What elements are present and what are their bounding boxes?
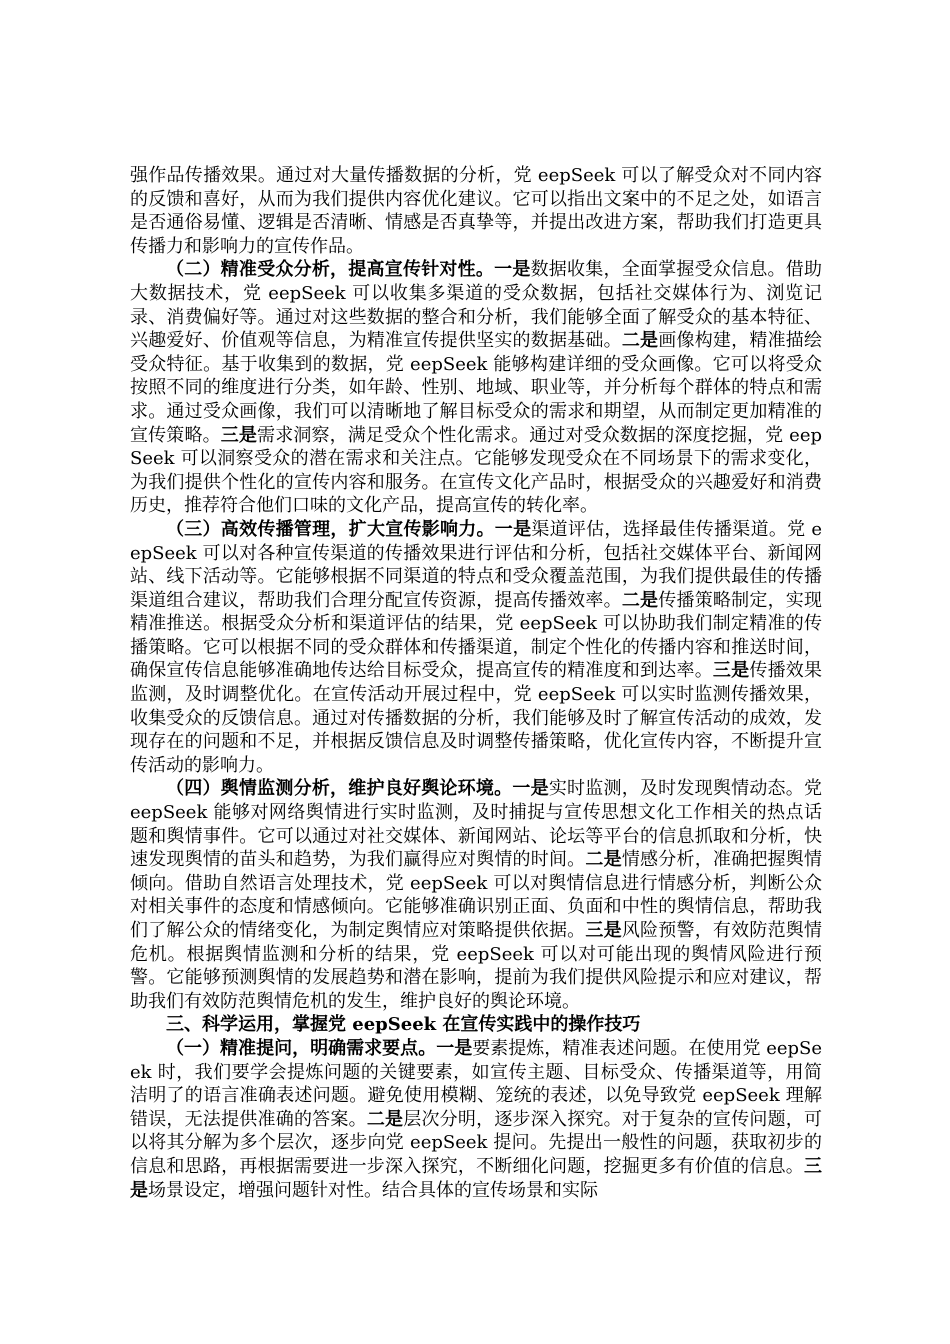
paragraph-continuation [130, 164, 822, 258]
section-heading: （四）舆情监测分析，维护良好舆论环境。一是 [166, 778, 549, 800]
run: 强作品传播效果。通过对大量传播数据的分析，党 eepSeek 可以了解受众对不同内容的反馈和喜好，从而为我们提供内容优化建议。它可以指出文案中的不足之处，如语言是否通俗易懂、逻辑是否清晰、情感是否真挚等，并提出改进方案，帮助我们打造更具传播力和影响力的宣传作品。 [130, 165, 822, 257]
run: 情感分析，准确把握舆情倾向。借助自然语言处理技术，党 eepSeek 可以对舆情信息进行情感分析，判断公众对相关事件的态度和情感倾向。它能够准确识别正面、负面和中性的舆情信息，帮助我们了解公众的情绪变化，为制定舆情应对策略提供依据。 [130, 849, 823, 941]
chapter-heading [130, 1013, 822, 1037]
run: 渠道评估，选择最佳传播渠道。党 eepSeek 可以对各种宣传渠道的传播效果进行评估和分析，包括社交媒体平台、新闻网站、线下活动等。它能够根据不同渠道的特点和受众覆盖范围，为我们提供最佳的传播渠道组合建议，帮助我们合理分配宣传资源，提高传播效率。 [130, 518, 823, 611]
run-bold: 三是 [220, 424, 258, 446]
run-bold: 三是 [712, 660, 750, 682]
run-bold: 二是 [366, 1108, 404, 1130]
run-bold: 二是 [621, 589, 659, 611]
run-bold: 三是 [585, 920, 622, 941]
section-heading: （一）精准提问，明确需求要点。一是 [166, 1037, 473, 1059]
run: 需求洞察，满足受众个性化需求。通过对受众数据的深度挖掘，党 eepSeek 可以洞察受众的潜在需求和关注点。它能够发现受众在不同场景下的需求变化，为我们提供个性化的宣传内容和服务。在宣传文化产品时，根据受众的兴趣爱好和消费历史，推荐符合他们口味的文化产品，提高宣传的转化率。 [130, 424, 823, 517]
run: 层次分明，逐步深入探究。对于复杂的宣传问题，可以将其分解为多个层次，逐步向党 eepSeek 提问。先提出一般性的问题，获取初步的信息和思路，再根据需要进一步深入探究，不断细化问题，挖掘更多有价值的信息。 [130, 1108, 823, 1177]
paragraph-subsection-1 [130, 1037, 822, 1202]
run: 传播策略制定，实现精准推送。根据受众分析和渠道评估的结果，党 eepSeek 可以协助我们制定精准的传播策略。它可以根据不同的受众群体和传播渠道，制定个性化的传播内容和推送时间，确保宣传信息能够准确地传达给目标受众，提高宣传的精准度和到达率。 [130, 589, 823, 682]
run-bold: 二是 [585, 849, 622, 871]
run-bold: 三是 [130, 1155, 822, 1201]
section-heading: （三）高效传播管理，扩大宣传影响力。一是 [166, 518, 532, 540]
run: 画像构建，精准描绘受众特征。基于收集到的数据，党 eepSeek 能够构建详细的受众画像。它可以将受众按照不同的维度进行分类，如年龄、性别、地域、职业等，并分析每个群体的特点和需求。通过受众画像，我们可以清晰地了解目标受众的需求和期望，从而制定更加精准的宣传策略。 [130, 330, 823, 446]
run: 风险预警，有效防范舆情危机。根据舆情监测和分析的结果，党 eepSeek 可以对可能出现的舆情风险进行预警。它能够预测舆情的发展趋势和潜在影响，提前为我们提供风险提示和应对建议，帮助我们有效防范舆情危机的发生，维护良好的舆论环境。 [130, 920, 823, 1012]
run: 数据收集，全面掌握受众信息。借助大数据技术，党 eepSeek 可以收集多渠道的受众数据，包括社交媒体行为、浏览记录、消费偏好等。通过对这些数据的整合和分析，我们能够全面了解受众的基本特征、兴趣爱好、价值观等信息，为精准宣传提供坚实的数据基础。 [130, 259, 823, 352]
run: 要素提炼，精准表述问题。在使用党 eepSeek 时，我们要学会提炼问题的关键要素，如宣传主题、目标受众、传播渠道等，用简洁明了的语言准确表述问题。避免使用模糊、笼统的表述，以免导致党 eepSeek 理解错误，无法提供准确的答案。 [130, 1037, 822, 1130]
document-page [130, 164, 822, 1202]
paragraph-section-3 [130, 518, 822, 778]
run: 实时监测，及时发现舆情动态。党 eepSeek 能够对网络舆情进行实时监测，及时捕捉与宣传思想文化工作相关的热点话题和舆情事件。它可以通过对社交媒体、新闻网站、论坛等平台的信息抓取和分析，快速发现舆情的苗头和趋势，为我们赢得应对舆情的时间。 [130, 778, 823, 871]
chapter-heading-text: 三、科学运用，掌握党 eepSeek 在宣传实践中的操作技巧 [166, 1014, 641, 1036]
paragraph-section-4 [130, 777, 822, 1013]
section-heading: （二）精准受众分析，提高宣传针对性。一是 [166, 259, 531, 281]
run: 传播效果监测，及时调整优化。在宣传活动开展过程中，党 eepSeek 可以实时监测传播效果，收集受众的反馈信息。通过对传播数据的分析，我们能够及时了解宣传活动的成效，发现存在的问题和不足，并根据反馈信息及时调整传播策略，优化宣传内容，不断提升宣传活动的影响力。 [130, 660, 823, 776]
run: 场景设定，增强问题针对性。结合具体的宣传场景和实际 [148, 1179, 598, 1201]
paragraph-section-2 [130, 258, 822, 518]
run-bold: 二是 [621, 330, 659, 352]
